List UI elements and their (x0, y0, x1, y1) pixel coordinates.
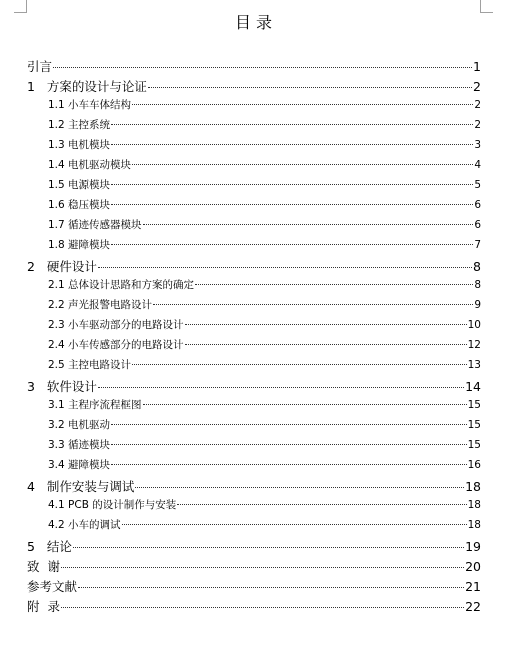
toc-entry[interactable] (48, 137, 481, 152)
toc-leader-dots (98, 267, 472, 268)
toc-entry-number: 3.2 (48, 419, 69, 431)
toc-entry[interactable] (48, 197, 481, 212)
toc-entry[interactable] (48, 157, 481, 172)
toc-entry-label: 稳压模块 (68, 199, 111, 211)
toc-entry[interactable] (48, 217, 481, 232)
toc-entry-page-number: 18 (467, 519, 481, 531)
toc-leader-dots (61, 567, 464, 568)
toc-leader-dots (122, 524, 467, 525)
toc-entry-label: 方案的设计与论证 (46, 79, 147, 94)
toc-leader-dots (78, 587, 464, 588)
toc-entry-number: 1.1 (48, 99, 69, 111)
toc-entry-page-number: 3 (474, 139, 481, 151)
toc-leader-dots (111, 204, 473, 205)
toc-entry-number: 4.1 (48, 499, 69, 511)
toc-entry-label: 小车传感部分的电路设计 (68, 339, 184, 351)
page-title-text: 目 录 (234, 13, 273, 32)
toc-leader-dots (148, 87, 472, 88)
toc-entry-number: 5 (27, 539, 47, 554)
toc-entry-label: 附 录 (27, 599, 60, 614)
toc-entry-page-number: 15 (467, 419, 481, 431)
toc-entry[interactable] (27, 257, 481, 275)
toc-entry[interactable] (48, 177, 481, 192)
toc-entry-number: 3 (27, 379, 47, 394)
toc-entry-page-number: 4 (474, 159, 481, 171)
toc-entry-page-number: 7 (474, 239, 481, 251)
toc-entry-page-number: 1 (473, 59, 481, 74)
toc-entry-label: 电机模块 (68, 139, 111, 151)
toc-leader-dots (53, 67, 472, 68)
toc-entry-label: 结论 (46, 539, 72, 554)
toc-entry-label: 硬件设计 (46, 259, 97, 274)
toc-entry[interactable] (48, 517, 481, 532)
toc-entry[interactable] (48, 497, 481, 512)
toc-entry-label: 循迹传感器模块 (68, 219, 142, 231)
toc-entry[interactable] (27, 597, 481, 615)
toc-entry-label: 主控系统 (68, 119, 111, 131)
toc-leader-dots (143, 404, 467, 405)
toc-entry-page-number: 10 (467, 319, 481, 331)
toc-entry-page-number: 8 (474, 279, 481, 291)
toc-entry-number: 4.2 (48, 519, 69, 531)
toc-entry[interactable] (48, 297, 481, 312)
toc-entry-number: 3.3 (48, 439, 69, 451)
toc-entry-page-number: 18 (465, 479, 481, 494)
toc-entry-label: 避障模块 (68, 459, 111, 471)
toc-entry[interactable] (48, 417, 481, 432)
toc-entry-number: 4 (27, 479, 47, 494)
toc-entry-number: 2.3 (48, 319, 69, 331)
toc-entry-page-number: 19 (465, 539, 481, 554)
toc-entry-number: 2.5 (48, 359, 69, 371)
toc-entry[interactable] (48, 457, 481, 472)
toc-entry-label: 主程序流程框图 (68, 399, 142, 411)
toc-entry[interactable] (27, 57, 481, 75)
toc-entry-label: 电机驱动模块 (68, 159, 132, 171)
toc-entry-page-number: 9 (474, 299, 481, 311)
toc-entry-label: PCB 的设计制作与安装 (68, 499, 177, 511)
toc-entry-page-number: 6 (474, 199, 481, 211)
toc-entry-label: 小车驱动部分的电路设计 (68, 319, 184, 331)
toc-leader-dots (185, 324, 467, 325)
toc-entry-page-number: 15 (467, 399, 481, 411)
toc-entry-page-number: 5 (474, 179, 481, 191)
toc-leader-dots (111, 444, 467, 445)
toc-entry-page-number: 16 (467, 459, 481, 471)
toc-leader-dots (73, 547, 464, 548)
toc-entry-page-number: 14 (465, 379, 481, 394)
toc-entry-label: 软件设计 (46, 379, 97, 394)
toc-leader-dots (132, 104, 473, 105)
toc-entry[interactable] (48, 397, 481, 412)
toc-entry-number: 1.8 (48, 239, 69, 251)
toc-entry-label: 电机驱动 (68, 419, 111, 431)
toc-entry[interactable] (27, 77, 481, 95)
toc-entry-label: 主控电路设计 (68, 359, 132, 371)
toc-leader-dots (135, 487, 464, 488)
toc-entry-number: 1.4 (48, 159, 69, 171)
toc-entry-page-number: 8 (473, 259, 481, 274)
toc-entry-page-number: 21 (465, 579, 481, 594)
toc-entry-page-number: 15 (467, 439, 481, 451)
toc-leader-dots (143, 224, 474, 225)
toc-leader-dots (185, 344, 467, 345)
toc-entry-label: 参考文献 (27, 579, 78, 594)
toc-entry[interactable] (48, 357, 481, 372)
toc-entry-label: 致 谢 (27, 559, 60, 574)
toc-entry-label: 循迹模块 (68, 439, 111, 451)
toc-entry[interactable] (27, 557, 481, 575)
toc-leader-dots (98, 387, 464, 388)
toc-leader-dots (132, 364, 467, 365)
toc-entry-page-number: 2 (474, 99, 481, 111)
toc-entry[interactable] (48, 117, 481, 132)
toc-leader-dots (111, 424, 467, 425)
toc-entry-number: 1 (27, 79, 47, 94)
toc-entry-number: 2.2 (48, 299, 69, 311)
toc-entry-page-number: 22 (465, 599, 481, 614)
toc-leader-dots (61, 607, 464, 608)
toc-entry-number: 2.4 (48, 339, 69, 351)
toc-entry-page-number: 18 (467, 499, 481, 511)
toc-entry-number: 2.1 (48, 279, 69, 291)
toc-entry[interactable] (27, 477, 481, 495)
toc-leader-dots (195, 284, 473, 285)
toc-entry-number: 1.6 (48, 199, 69, 211)
toc-entry-page-number: 20 (465, 559, 481, 574)
toc-entry[interactable] (27, 377, 481, 395)
toc-entry[interactable] (48, 277, 481, 292)
toc-entry-label: 避障模块 (68, 239, 111, 251)
toc-leader-dots (111, 244, 473, 245)
toc-entry-label: 电源模块 (68, 179, 111, 191)
toc-entry-label: 声光报警电路设计 (68, 299, 153, 311)
toc-entry[interactable] (48, 237, 481, 252)
toc-entry[interactable] (48, 97, 481, 112)
toc-entry-number: 2 (27, 259, 47, 274)
toc-entry-number: 3.4 (48, 459, 69, 471)
toc-leader-dots (153, 304, 473, 305)
toc-leader-dots (111, 124, 473, 125)
toc-entry-page-number: 13 (467, 359, 481, 371)
toc-entry-page-number: 2 (474, 119, 481, 131)
toc-entry-number: 1.5 (48, 179, 69, 191)
toc-entry[interactable] (48, 337, 481, 352)
toc-entry-page-number: 2 (473, 79, 481, 94)
toc-entry-label: 制作安装与调试 (46, 479, 135, 494)
toc-entry-label: 小车车体结构 (68, 99, 132, 111)
toc-leader-dots (111, 464, 467, 465)
page-title (0, 10, 507, 33)
toc-leader-dots (111, 184, 473, 185)
toc-leader-dots (111, 144, 473, 145)
toc-entry-label: 引言 (27, 59, 53, 74)
toc-entry-page-number: 12 (467, 339, 481, 351)
toc-entry-label: 总体设计思路和方案的确定 (68, 279, 195, 291)
toc-entry-page-number: 6 (474, 219, 481, 231)
toc-entry[interactable] (27, 537, 481, 555)
toc-entry[interactable] (27, 577, 481, 595)
toc-entry-number: 1.2 (48, 119, 69, 131)
toc-entry-number: 1.3 (48, 139, 69, 151)
toc-entry[interactable] (48, 437, 481, 452)
toc-entry-number: 1.7 (48, 219, 69, 231)
toc-entry-label: 小车的调试 (68, 519, 121, 531)
toc-entry-number: 3.1 (48, 399, 69, 411)
toc-entry[interactable] (48, 317, 481, 332)
toc-leader-dots (177, 504, 466, 505)
toc-leader-dots (132, 164, 473, 165)
